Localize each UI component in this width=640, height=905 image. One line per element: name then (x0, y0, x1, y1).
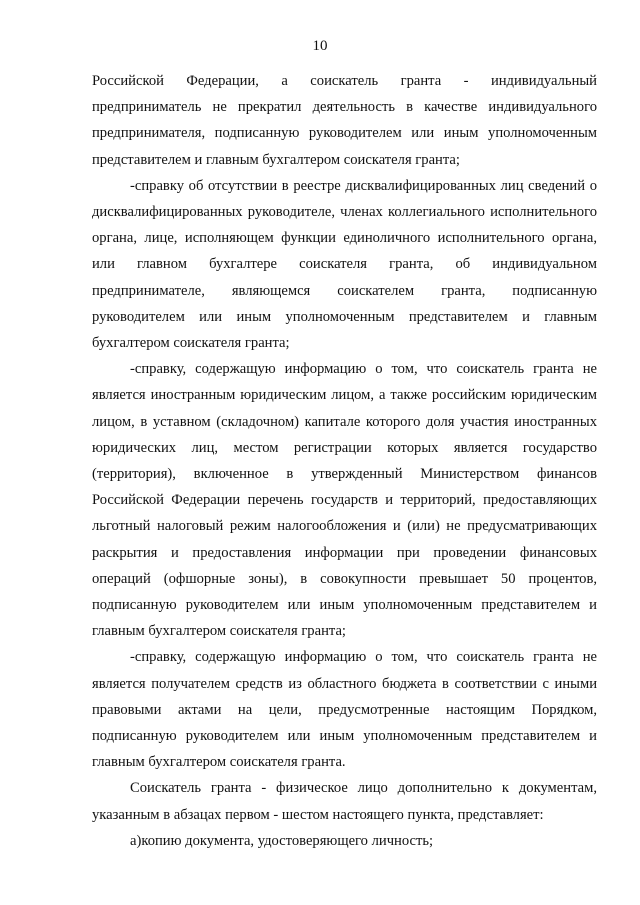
list-item-text: справку, содержащую информацию о том, что соискатель гранта не является иностранным юридическим лицом, а также российским юридическим лицом, в уставном (складочном) капитале которого доля участия иностранных юридических лиц, местом регистрации которых является государство (территория), включенное в утвержденный Министерством финансов Российской Федерации перечень государств и территорий, предоставляющих льготный налоговый режим налогообложения и (или) не предусматривающих раскрытия и предоставления информации при проведении финансовых операций (офшорные зоны), в совокупности превышает 50 процентов, подписанную руководителем или иным уполномоченным представителем и главным бухгалтером соискателя гранта; (92, 361, 597, 640)
paragraph-continuation: Российской Федерации, а соискатель гранта - индивидуальный предприниматель не прекратил деятельность в качестве индивидуального предпринимателя, подписанную руководителем или иным уполномоченным представителем и главным бухгалтером соискателя гранта; (92, 73, 597, 168)
list-item-dash (92, 644, 597, 775)
list-item-lettered (92, 828, 597, 854)
page-number: 10 (312, 38, 328, 54)
list-item-dash (92, 173, 597, 356)
list-item-text: справку, содержащую информацию о том, что соискатель гранта не является получателем средств из областного бюджета в соответствии с иными правовыми актами на цели, предусмотренные настоящим Порядком, подписанную руководителем или иным уполномоченным представителем и главным бухгалтером соискателя гранта. (92, 649, 597, 771)
list-marker: а) (130, 832, 142, 849)
paragraph-indented: Соискатель гранта - физическое лицо дополнительно к документам, указанным в абзацах первом - шестом настоящего пункта, представляет: (92, 780, 597, 823)
document-body (92, 68, 597, 854)
list-marker: - (130, 177, 135, 194)
list-item-dash (92, 356, 597, 644)
list-item-text: справку об отсутствии в реестре дисквалифицированных лиц сведений о дисквалифицированных руководителе, членах коллегиального исполнительного органа, лице, исполняющем функции единоличного исполнительного органа, или главном бухгалтере соискателя гранта, об индивидуальном предпринимателе, являющемся соискателем гранта, подписанную руководителем или иным уполномоченным представителем и главным бухгалтером соискателя гранта; (92, 177, 597, 352)
list-item-text: копию документа, удостоверяющего личность; (141, 832, 434, 849)
list-marker: - (130, 361, 135, 378)
list-marker: - (130, 649, 135, 666)
